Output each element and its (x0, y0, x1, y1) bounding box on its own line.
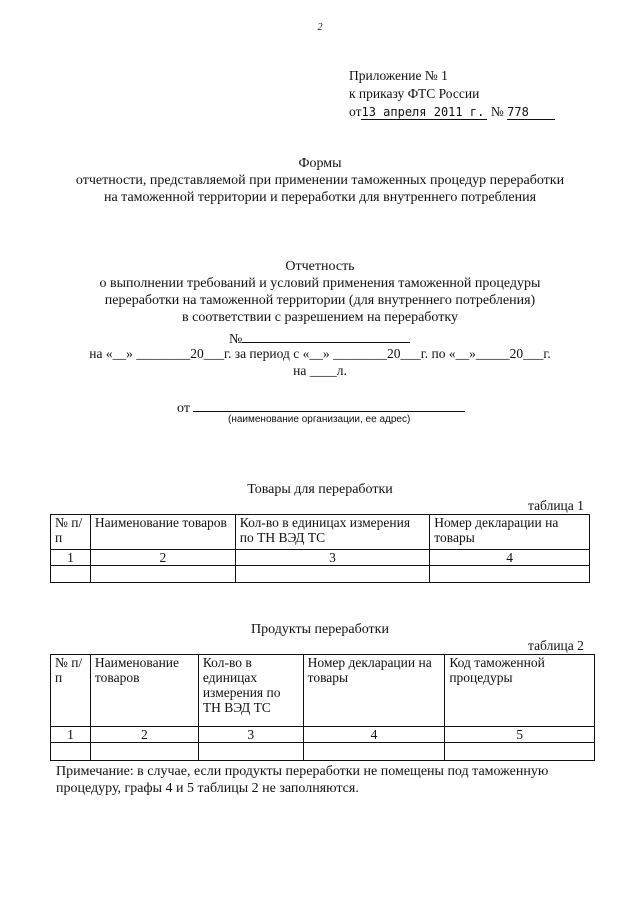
note-line2: процедуру, графы 4 и 5 таблицы 2 не заполняются. (56, 781, 359, 796)
table2-number-cell: 2 (90, 727, 198, 743)
table2-number-cell: 5 (445, 727, 595, 743)
table2-header-cell: Код таможенной процедуры (445, 655, 595, 727)
table1-number-row (51, 550, 590, 566)
table1-header-cell: Кол-во в единицах измерения по ТН ВЭД ТС (235, 515, 430, 550)
org-blank (193, 397, 465, 412)
appendix-number: 778 (507, 105, 555, 120)
table2-empty-cell (198, 743, 303, 761)
table1-empty-row (51, 566, 590, 583)
table2-number-row (51, 727, 595, 743)
note-line1: Примечание: в случае, если продукты переработки не помещены под таможенную (56, 764, 549, 779)
table2-empty-cell (445, 743, 595, 761)
org-from-label: от (177, 401, 190, 416)
table1-title: Товары для переработки (247, 482, 393, 497)
table1-header-row (51, 515, 590, 550)
table2-empty-cell (90, 743, 198, 761)
appendix-date: 13 апреля 2011 г. (361, 105, 487, 120)
report-sheets-line: на ____л. (293, 363, 347, 378)
table1-empty-cell (235, 566, 430, 583)
table1-number-cell: 2 (90, 550, 235, 566)
appendix-order: к приказу ФТС России (349, 86, 480, 101)
report-line2: переработки на таможенной территории (для внутреннего потребления) (104, 293, 536, 308)
forms-subtitle-line2: на таможенной территории и переработки для внутреннего потребления (103, 190, 537, 205)
appendix-date-line (349, 104, 555, 120)
table2-header-cell: № п/п (51, 655, 91, 727)
table2 (50, 654, 595, 761)
table1-number-cell: 1 (51, 550, 91, 566)
permit-number-label: № (229, 332, 243, 347)
table2-header-row (51, 655, 595, 727)
table1-header-cell: № п/п (51, 515, 91, 550)
forms-title: Формы (298, 156, 342, 171)
table2-header-cell: Наименование товаров (90, 655, 198, 727)
forms-subtitle-line1: отчетности, представляемой при применении таможенных процедур переработки (75, 173, 565, 188)
table2-empty-cell (303, 743, 445, 761)
table2-empty-row (51, 743, 595, 761)
table2-number-cell: 3 (198, 727, 303, 743)
table1-header-cell: Наименование товаров (90, 515, 235, 550)
table1-label: таблица 1 (528, 498, 584, 513)
table2-number-cell: 4 (303, 727, 445, 743)
org-caption: (наименование организации, ее адрес) (228, 414, 411, 425)
table2-title: Продукты переработки (251, 622, 389, 637)
table1-number-cell: 3 (235, 550, 430, 566)
table2-label: таблица 2 (528, 638, 584, 653)
table2-header-cell: Кол-во в единицах измерения по ТН ВЭД ТС (198, 655, 303, 727)
report-line1: о выполнении требований и условий применения таможенной процедуры (99, 276, 541, 291)
appendix-title: Приложение № 1 (349, 68, 448, 83)
report-line3: в соответствии с разрешением на переработку (182, 310, 458, 325)
table2-empty-cell (51, 743, 91, 761)
table1-empty-cell (430, 566, 590, 583)
table2-header-cell: Номер декларации на товары (303, 655, 445, 727)
report-title: Отчетность (285, 259, 355, 274)
table1-header-cell: Номер декларации на товары (430, 515, 590, 550)
table2-number-cell: 1 (51, 727, 91, 743)
permit-number-line (229, 328, 410, 348)
table1 (50, 514, 590, 583)
permit-number-blank (242, 328, 410, 343)
appendix-number-label: № (490, 104, 504, 119)
page-number: 2 (317, 22, 323, 33)
report-date-line: на «__» ________20___г. за период с «__» ________20___г. по «__»_____20___г. (89, 346, 551, 361)
appendix-from-label: от (349, 104, 362, 119)
table1-empty-cell (90, 566, 235, 583)
table1-number-cell: 4 (430, 550, 590, 566)
table1-empty-cell (51, 566, 91, 583)
